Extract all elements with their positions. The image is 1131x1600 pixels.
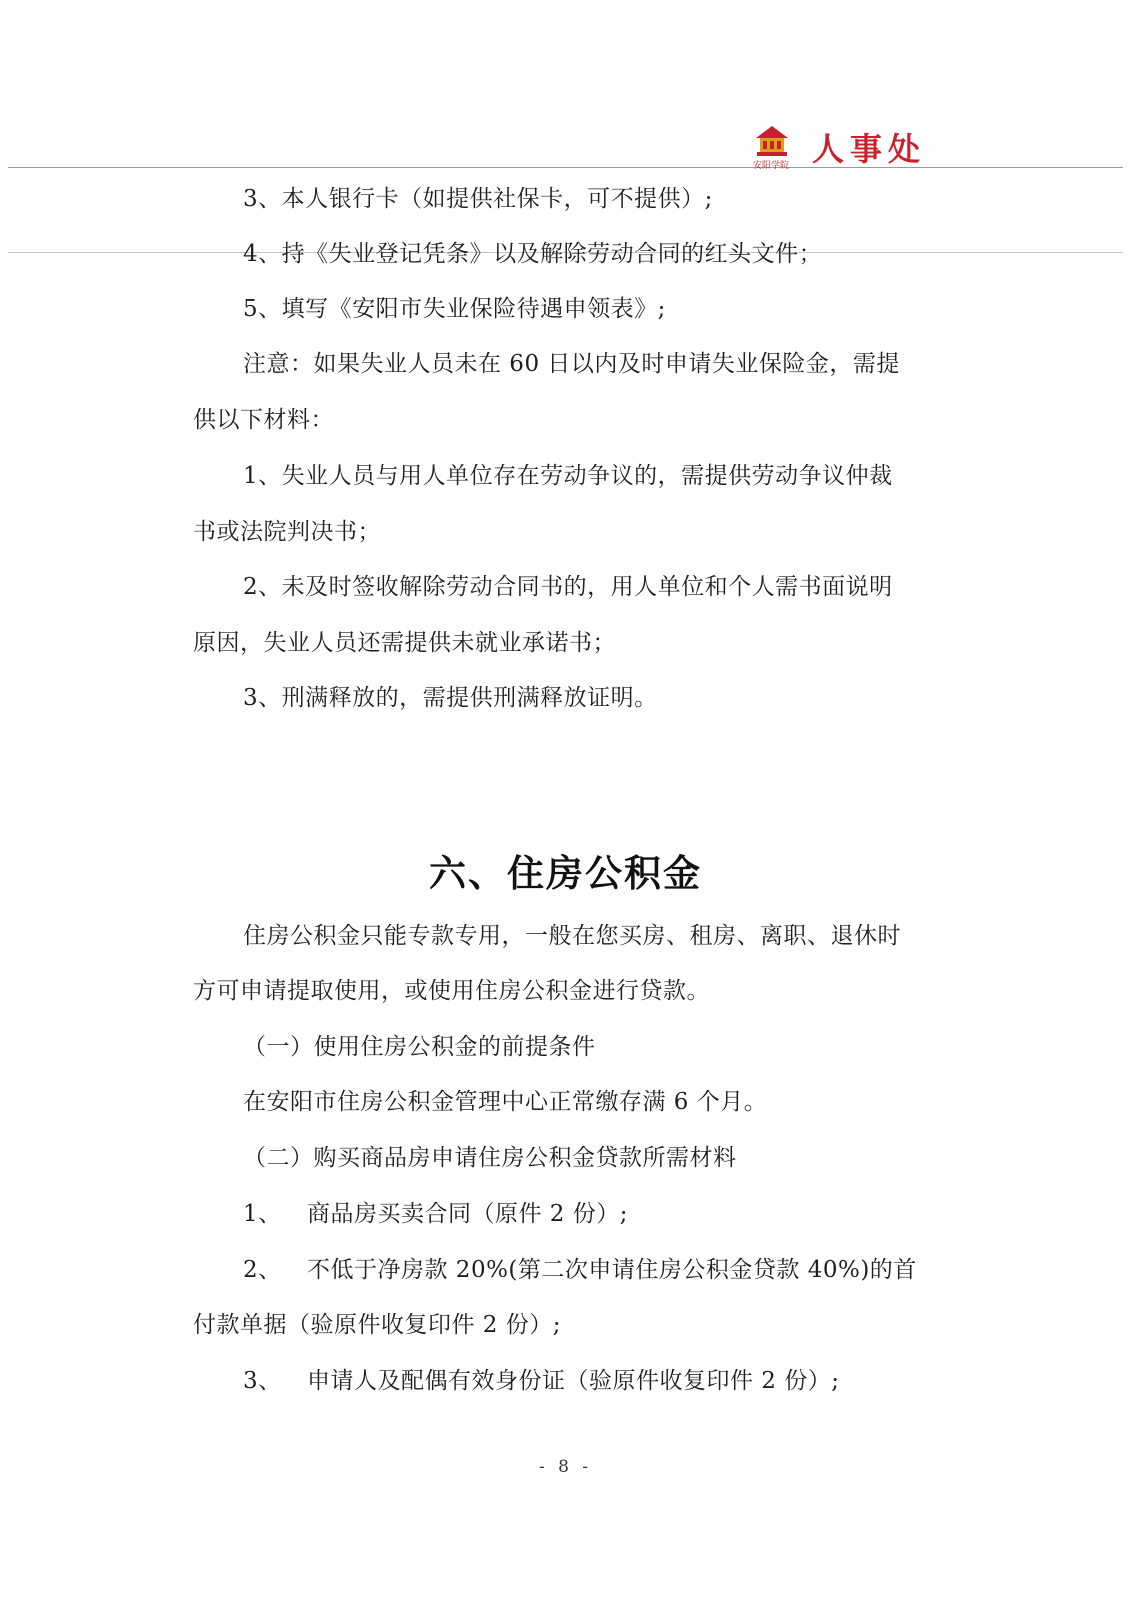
list-item-number: 1、 [243, 1201, 282, 1227]
intro-line-2: 方可申请提取使用，或使用住房公积金进行贷款。 [193, 978, 710, 1004]
subsection-1-body: 在安阳市住房公积金管理中心正常缴存满 6 个月。 [243, 1089, 768, 1115]
list-item [243, 1365, 840, 1397]
item-application-form: 5、填写《安阳市失业保险待遇申领表》; [243, 296, 666, 322]
emblem-caption: 安阳学院 [752, 161, 789, 171]
brand-name: 人事处 [812, 130, 927, 168]
header-logo [752, 122, 947, 172]
list-item-number: 2、 [243, 1257, 282, 1283]
section-title: 六、住房公积金 [429, 852, 702, 895]
subsection-1-title: （一）使用住房公积金的前提条件 [243, 1034, 596, 1060]
note-item-2-line-1: 2、未及时签收解除劳动合同书的，用人单位和个人需书面说明 [243, 574, 893, 600]
list-item [243, 1198, 628, 1230]
note-item-1-line-1: 1、失业人员与用人单位存在劳动争议的，需提供劳动争议仲裁 [243, 463, 893, 489]
subsection-2-title: （二）购买商品房申请住房公积金贷款所需材料 [243, 1145, 737, 1171]
note-item-1-line-2: 书或法院判决书； [193, 519, 381, 545]
item-bank-card: 3、本人银行卡（如提供社保卡，可不提供）; [243, 186, 713, 212]
note-line-2: 供以下材料： [193, 407, 334, 433]
list-item-text: 商品房买卖合同（原件 2 份）; [307, 1201, 629, 1227]
list-item-continuation: 付款单据（验原件收复印件 2 份）; [193, 1312, 562, 1338]
list-item-text: 申请人及配偶有效身份证（验原件收复印件 2 份）; [307, 1368, 840, 1394]
page-number: - 8 - [538, 1457, 593, 1477]
school-emblem-icon [752, 122, 792, 162]
header-rule [8, 167, 1123, 168]
list-item-number: 3、 [243, 1368, 282, 1394]
note-item-3: 3、刑满释放的，需提供刑满释放证明。 [243, 685, 658, 711]
intro-line-1: 住房公积金只能专款专用，一般在您买房、租房、离职、退休时 [243, 923, 901, 949]
list-item-text: 不低于净房款 20%(第二次申请住房公积金贷款 40%)的首 [307, 1257, 917, 1283]
note-item-2-line-2: 原因，失业人员还需提供未就业承诺书； [193, 630, 616, 656]
item-unemployment-certificate: 4、持《失业登记凭条》以及解除劳动合同的红头文件； [243, 241, 823, 267]
list-item [243, 1254, 917, 1286]
note-line-1: 注意：如果失业人员未在 60 日以内及时申请失业保险金，需提 [243, 351, 900, 377]
